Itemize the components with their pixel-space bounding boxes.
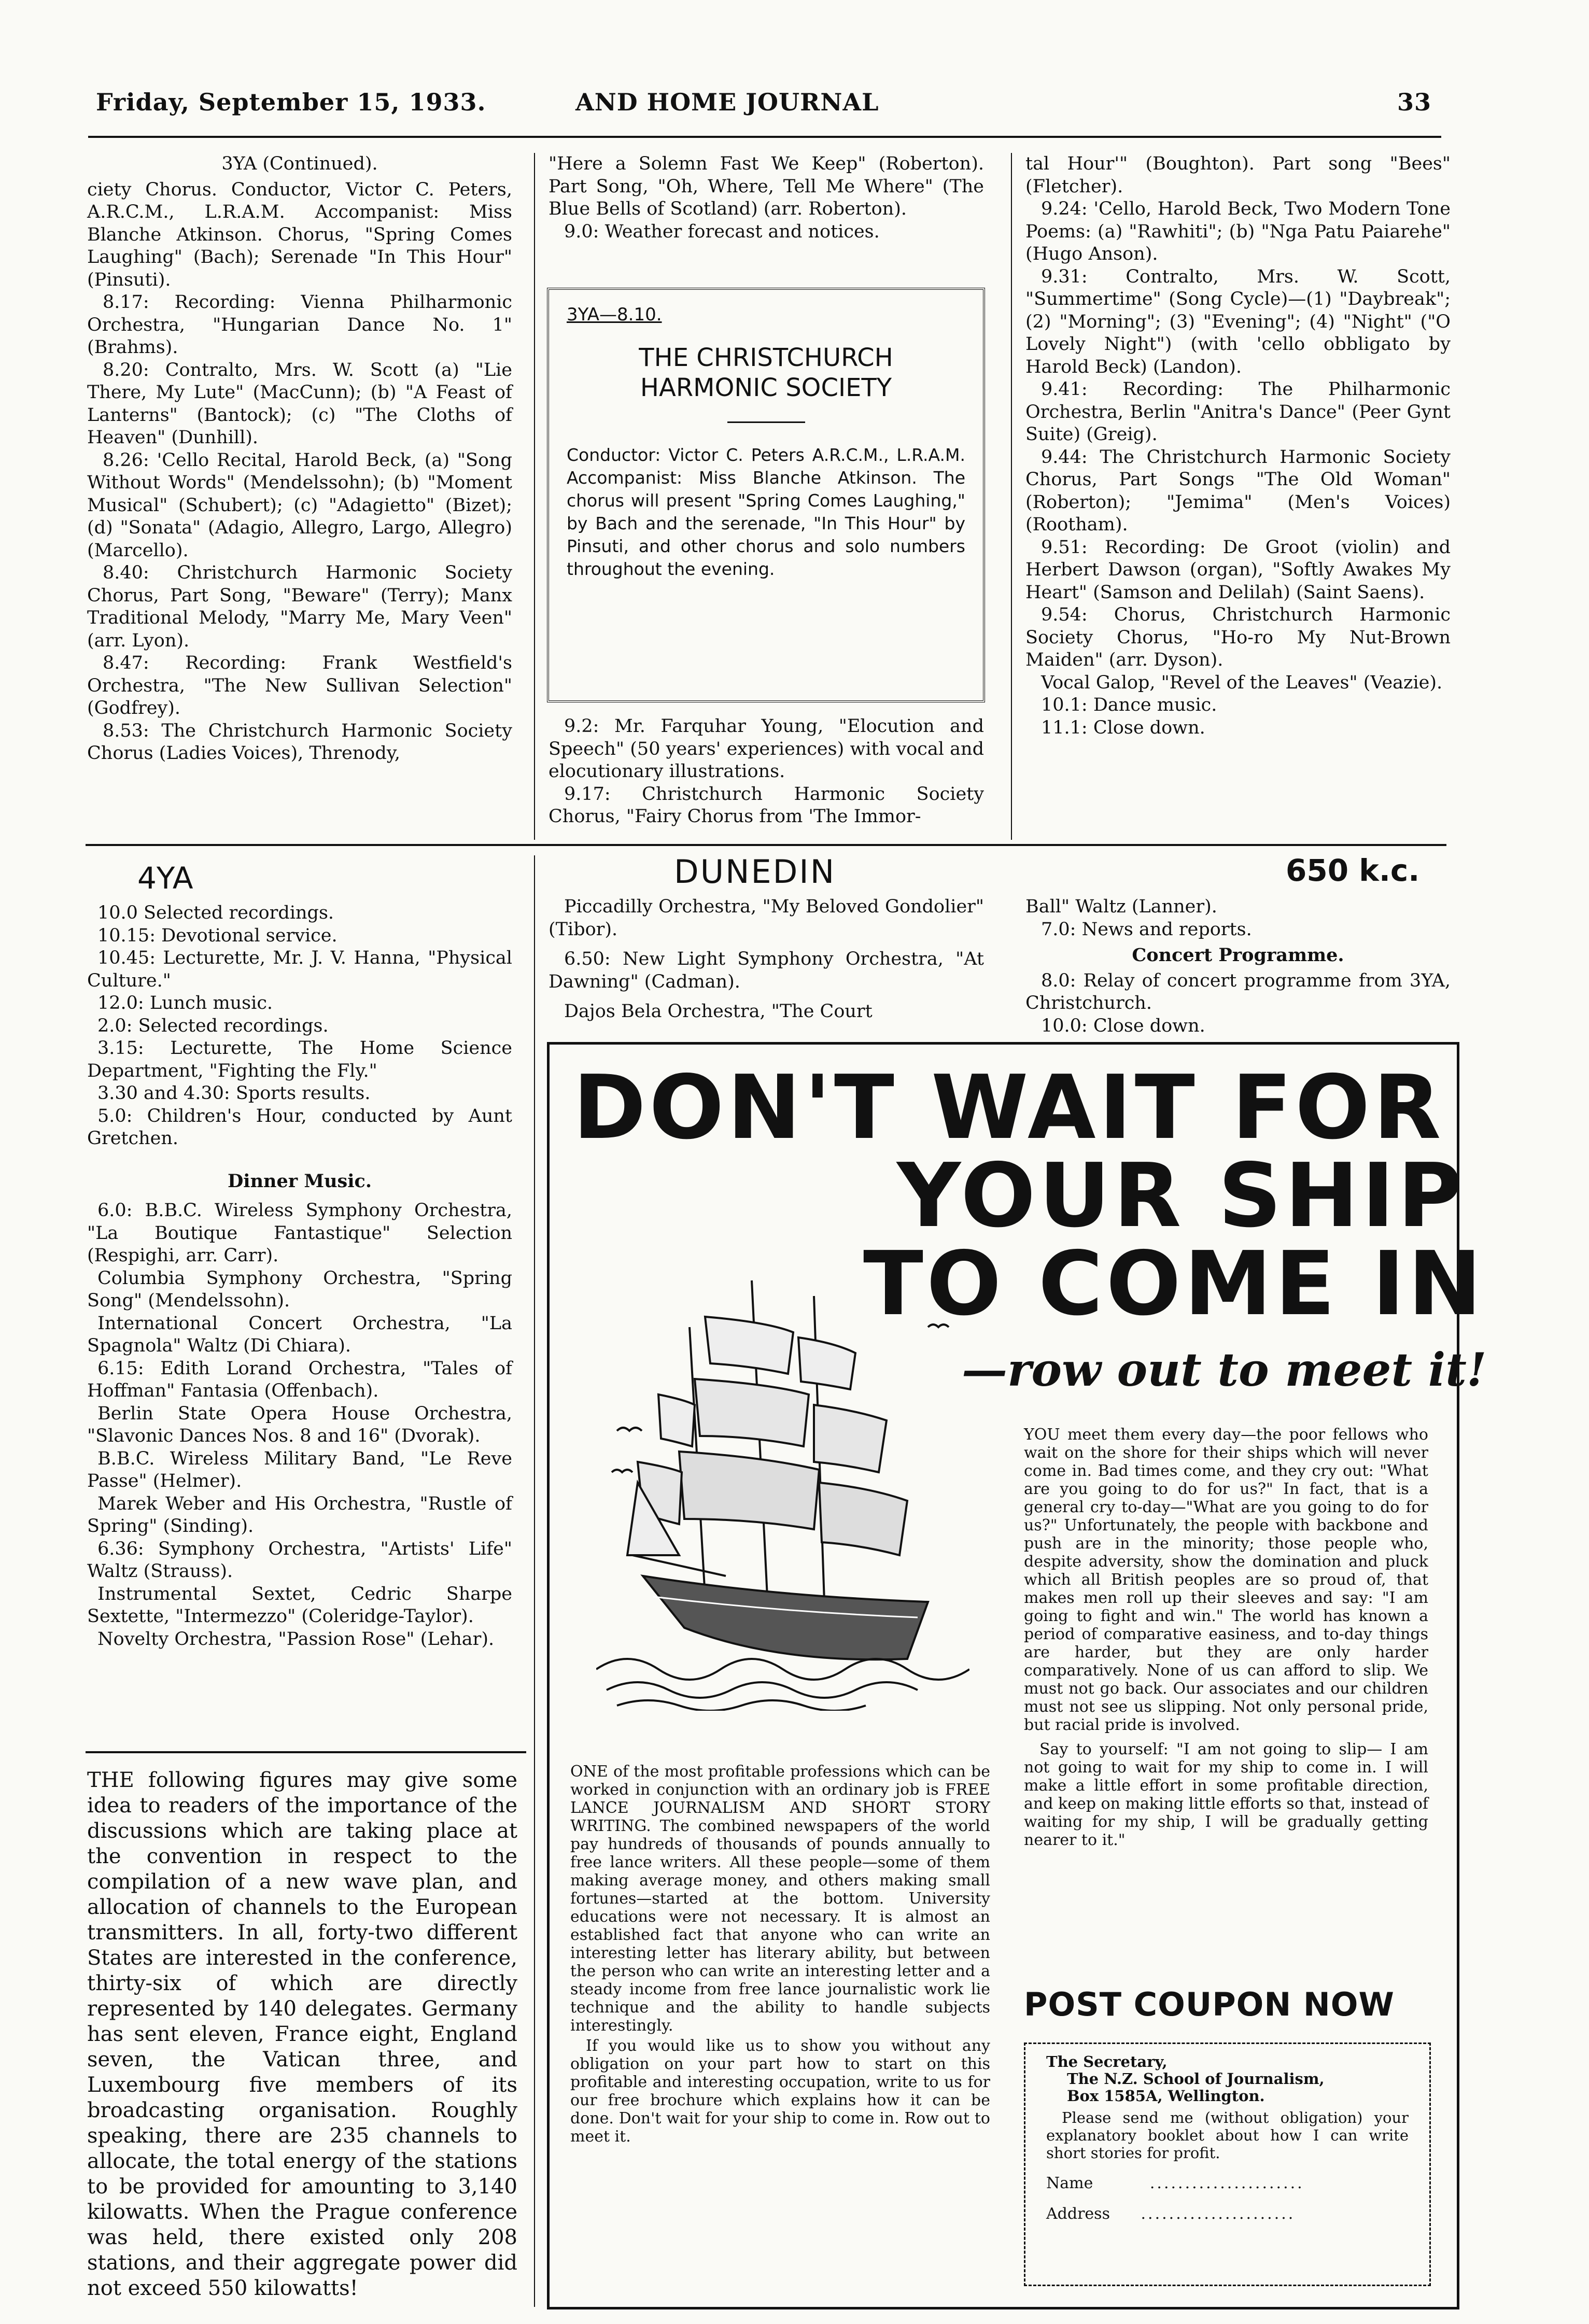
col1-4ya	[87, 902, 512, 1651]
prog-item: Dajos Bela Orchestra, "The Court	[564, 1001, 873, 1022]
dinner-item: B.B.C. Wireless Military Band, "Le Reve Passe" (Helmer).	[87, 1448, 512, 1491]
coupon-to: Box 1585A, Wellington.	[1067, 2087, 1265, 2105]
dinner-item: 6.15: Edith Lorand Orchestra, "Tales of Hoffman" Fantasia (Offenbach).	[87, 1358, 512, 1401]
prog-item: 7.0: News and reports.	[1041, 919, 1252, 940]
header-date: Friday, September 15, 1933.	[96, 88, 486, 116]
coupon-title: POST COUPON NOW	[1024, 1985, 1395, 2023]
name-field[interactable]	[1046, 2174, 1409, 2192]
article-rule	[86, 1751, 526, 1753]
ad-left-para: If you would like us to show you without any obligation on your part how to start on this profitable and interesting occupation, write to us for our free brochure which explains how it can be done. Don't wait for your ship to come in. Row out to meet it.	[570, 2037, 990, 2146]
address-field[interactable]	[1046, 2205, 1409, 2223]
col1-para: 8.53: The Christchurch Harmonic Society Chorus (Ladies Voices), Threnody,	[87, 720, 512, 764]
col2-para: 9.0: Weather forecast and notices.	[564, 221, 880, 242]
station-freq: 650 k.c.	[1286, 853, 1420, 888]
col3-para: 9.51: Recording: De Groot (violin) and Herbert Dawson (organ), "Softly Awakes My Heart" (Samson and Delilah) (Saint Saens).	[1025, 537, 1451, 603]
col3-para: 9.41: Recording: The Philharmonic Orchestra, Berlin "Anitra's Dance" (Peer Gynt Suite) (Greig).	[1025, 379, 1451, 445]
prog-item: 3.15: Lecturette, The Home Science Department, "Fighting the Fly."	[87, 1038, 512, 1081]
prog-item: 10.0: Close down.	[1041, 1015, 1205, 1036]
prog-item: 10.45: Lecturette, Mr. J. V. Hanna, "Physical Culture."	[87, 948, 512, 991]
col2-para: 9.2: Mr. Farquhar Young, "Elocution and Speech" (50 years' experiences) with vocal and elocutionary illustrations.	[549, 716, 984, 782]
sailing-ship-illustration	[596, 1265, 969, 1711]
col3-4ya	[1025, 896, 1451, 1037]
box-tag: 3YA—8.10.	[567, 304, 662, 325]
box-divider	[727, 421, 805, 423]
harmonic-society-box	[547, 288, 985, 702]
col3-para: tal Hour'" (Boughton). Part song "Bees" (Fletcher).	[1025, 153, 1451, 197]
col1-top	[87, 153, 512, 765]
col-divider	[534, 153, 535, 840]
col1-heading: 3YA (Continued).	[221, 153, 378, 174]
col3-para: 9.24: 'Cello, Harold Beck, Two Modern Tone Poems: (a) "Rawhiti"; (b) "Nga Patu Paiarehe" (Hugo Anson).	[1025, 199, 1451, 264]
dinner-item: Novelty Orchestra, "Passion Rose" (Lehar).	[97, 1628, 495, 1650]
col2-para: "Here a Solemn Fast We Keep" (Roberton). Part Song, "Oh, Where, Tell Me Where" (The Blue Bells of Scotland) (arr. Roberton).	[549, 153, 984, 219]
ad-left-para: ONE of the most profitable professions which can be worked in conjunction with an ordinary job is FREE LANCE JOURNALISM AND SHORT STORY WRITING. The combined newspapers of the world pay hundreds of thousands of pounds annually to free lance writers. All these people—some of them making average money, and others making small fortunes—started at the bottom. University educations were not necessary. It is almost an established fact that anyone who can write an interesting letter has literary ability, but between the person who can write an interesting letter and a steady income from free lance journalistic work lie technique and the ability to handle subjects interestingly.	[570, 1763, 990, 2035]
dinner-item: 6.36: Symphony Orchestra, "Artists' Life" Waltz (Strauss).	[87, 1538, 512, 1582]
prog-item: 10.0 Selected recordings.	[97, 903, 334, 923]
dinner-item: Instrumental Sextet, Cedric Sharpe Sextette, "Intermezzo" (Coleridge-Taylor).	[87, 1583, 512, 1627]
ad-headline-1: DON'T WAIT FOR	[573, 1057, 1444, 1159]
col3-para: 9.54: Chorus, Christchurch Harmonic Society Chorus, "Ho-ro My Nut-Brown Maiden" (arr. Dyson).	[1025, 604, 1451, 670]
ad-headline-2: YOUR SHIP	[897, 1145, 1466, 1247]
address-label: Address	[1046, 2205, 1110, 2223]
ad-headline-3: TO COME IN	[863, 1233, 1485, 1335]
section-rule	[86, 844, 1446, 846]
col3-para: Vocal Galop, "Revel of the Leaves" (Veazie).	[1041, 672, 1443, 693]
col1-para: 8.47: Recording: Frank Westfield's Orchestra, "The New Sullivan Selection" (Godfrey).	[87, 653, 512, 719]
ad-left-text	[570, 1763, 990, 2146]
address-line: ......................	[1141, 2205, 1296, 2223]
station-city: DUNEDIN	[674, 853, 836, 891]
ad-right-para: YOU meet them every day—the poor fellows who wait on the shore for their ships which will never come in. Bad times come, and they cry out: "What are you going to do for us?" In fact, that is a general cry to-day—"What are you going to do for us?" Unfortunately, the people with backbone and push are in the minority; those people who, despite adversity, show the domination and pluck which all British peoples are so proud of, that makes men roll up their sleeves and say: "I am going to fight and win." The world has known a period of comparative easiness, and to-day things are harder, but they are only harder comparatively. None of us can afford to slip. We must not go back. Our associates and our children must not see us slipping. Not only personal pride, but racial pride is involved.	[1024, 1426, 1428, 1734]
dinner-item: Berlin State Opera House Orchestra, "Slavonic Dances Nos. 8 and 16" (Dvorak).	[87, 1403, 512, 1446]
ad-subhead: —row out to meet it!	[962, 1343, 1487, 1397]
page-number: 33	[1397, 88, 1432, 116]
box-title: THE CHRISTCHURCH HARMONIC SOCIETY	[639, 343, 893, 402]
col1-para: 8.20: Contralto, Mrs. W. Scott (a) "Lie There, My Lute" (MacCunn); (b) "A Feast of Lanterns" (Bantock); (c) "The Cloths of Heaven" (Dunhill).	[87, 359, 512, 448]
col1-para: 8.40: Christchurch Harmonic Society Chorus, Part Song, "Beware" (Terry); Manx Traditional Melody, "Marry Me, Mary Veen" (arr. Lyon).	[87, 562, 512, 651]
col2-para: 9.17: Christchurch Harmonic Society Chorus, "Fairy Chorus from 'The Immor-	[549, 783, 984, 827]
ad-right-para: Say to yourself: "I am not going to slip— I am not going to wait for my ship to come in. I will make a little effort in some profitable direction, and keep on making little efforts so that, instead of waiting for my ship, I will be gradually getting nearer to it."	[1024, 1740, 1428, 1849]
article-text: THE following figures may give some idea to readers of the importance of the discussions which are taking place at the convention in respect to the compilation of a new wave plan, and allocation of channels to the European transmitters. In all, forty-two different States are interested in the conference, thirty-six of which are directly represented by 140 delegates. Germany has sent eleven, France eight, England seven, the Vatican three, and Luxembourg five members of its broadcasting organisation. Roughly speaking, there are 235 channels to allocate, the total energy of the stations to be provided for amounting to 3,140 kilowatts. When the Prague conference was held, there existed only 208 stations, and their aggregate power did not exceed 550 kilowatts!	[87, 1768, 517, 2300]
prog-item: 3.30 and 4.30: Sports results.	[97, 1083, 371, 1104]
col1-para: 8.17: Recording: Vienna Philharmonic Orchestra, "Hungarian Dance No. 1" (Brahms).	[87, 292, 512, 358]
col1-para: 8.26: 'Cello Recital, Harold Beck, (a) "Song Without Words" (Mendelssohn); (b) "Moment Musical" (Schubert); (c) "Adagietto" (Bizet); (d) "Sonata" (Adagio, Allegro, Largo, Allegro) (Marcello).	[87, 449, 512, 561]
wave-plan-article	[87, 1768, 517, 2301]
prog-item: 8.0: Relay of concert programme from 3YA, Christchurch.	[1025, 970, 1451, 1013]
prog-item: 6.50: New Light Symphony Orchestra, "At Dawning" (Cadman).	[549, 949, 984, 992]
name-line: ......................	[1149, 2174, 1304, 2192]
col2-4ya	[549, 896, 984, 1023]
dinner-item: International Concert Orchestra, "La Spagnola" Waltz (Di Chiara).	[87, 1313, 512, 1356]
header-rule	[88, 136, 1441, 138]
coupon-body: Please send me (without obligation) your explanatory booklet about how I can write short stories for profit.	[1046, 2109, 1409, 2162]
prog-item: Piccadilly Orchestra, "My Beloved Gondolier" (Tibor).	[549, 896, 984, 940]
prog-item: Ball" Waltz (Lanner).	[1025, 896, 1217, 917]
prog-item: 10.15: Devotional service.	[97, 925, 338, 946]
col3-para: 11.1: Close down.	[1041, 717, 1205, 738]
concert-heading: Concert Programme.	[1132, 945, 1344, 966]
prog-item: 12.0: Lunch music.	[97, 993, 273, 1013]
coupon[interactable]	[1024, 2043, 1431, 2286]
col1-para: ciety Chorus. Conductor, Victor C. Peters, A.R.C.M., L.R.A.M. Accompanist: Miss Blanche Atkinson. Chorus, "Spring Comes Laughing" (Bach); Serenade "In This Hour" (Pinsuti).	[87, 179, 512, 290]
col3-para: 9.31: Contralto, Mrs. W. Scott, "Summertime" (Song Cycle)—(1) "Daybreak"; (2) "Morning"; (3) "Evening"; (4) "Night" ("O Lovely Night") (with 'cello obbligato by Harold Beck) (Landon).	[1025, 266, 1451, 377]
coupon-to: The N.Z. School of Journalism,	[1067, 2070, 1325, 2088]
coupon-to: The Secretary,	[1046, 2053, 1168, 2071]
name-label: Name	[1046, 2174, 1093, 2192]
col-divider	[534, 855, 535, 2307]
dinner-item: Marek Weber and His Orchestra, "Rustle of Spring" (Sinding).	[87, 1493, 512, 1537]
col3-para: 9.44: The Christchurch Harmonic Society Chorus, Part Songs "The Old Woman" (Roberton); "Jemima" (Men's Voices) (Rootham).	[1025, 446, 1451, 535]
header-title: AND HOME JOURNAL	[575, 88, 879, 116]
col3-top	[1025, 153, 1451, 739]
box-body: Conductor: Victor C. Peters A.R.C.M., L.R.A.M. Accompanist: Miss Blanche Atkinson. The chorus will present "Spring Comes Laughing," by Bach and the serenade, "In This Hour" by Pinsuti, and other chorus and solo numbers throughout the evening.	[567, 445, 965, 579]
dinner-heading: Dinner Music.	[227, 1170, 372, 1192]
prog-item: 5.0: Children's Hour, conducted by Aunt Gretchen.	[87, 1105, 512, 1149]
dinner-item: 6.0: B.B.C. Wireless Symphony Orchestra, "La Boutique Fantastique" Selection (Respighi, arr. Carr).	[87, 1200, 512, 1266]
col2-top	[549, 153, 984, 243]
station-call: 4YA	[137, 861, 193, 896]
prog-item: 2.0: Selected recordings.	[97, 1015, 329, 1036]
dinner-item: Columbia Symphony Orchestra, "Spring Song" (Mendelssohn).	[87, 1267, 512, 1311]
col-divider	[1011, 153, 1012, 840]
ad-right-text	[1024, 1426, 1428, 1849]
col3-para: 10.1: Dance music.	[1041, 695, 1217, 715]
col2-top-lower	[549, 715, 984, 828]
